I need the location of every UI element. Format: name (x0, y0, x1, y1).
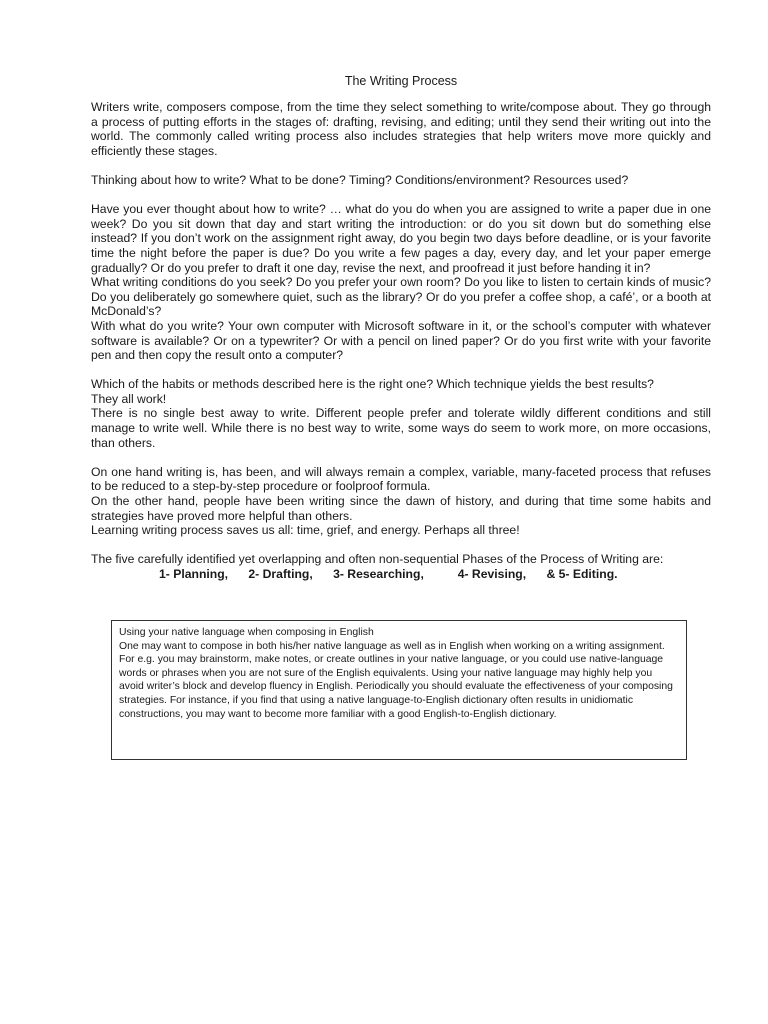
paragraph-intro: Writers write, composers compose, from the time they select something to write/compose about. They go through a process of putting efforts in the stages of: drafting, revising, and editing; until they send their writing out into the world. The commonly called writing process also includes strategies that help writers move more quickly and efficiently these stages. (91, 100, 711, 158)
paragraph-conditions: What writing conditions do you seek? Do you prefer your own room? Do you like to listen to certain kinds of music? Do you deliberately go somewhere quiet, such as the library? Or do you prefer a coffee shop, a café’, or a booth at McDonald’s? (91, 275, 711, 319)
phase-planning: 1- Planning, (159, 567, 229, 581)
paragraph-one-hand: On one hand writing is, has been, and will always remain a complex, variable, many-faceted process that refuses to be reduced to a step-by-step procedure or foolproof formula. (91, 464, 711, 494)
paragraph-which: Which of the habits or methods described here is the right one? Which technique yields the best results? (91, 377, 654, 392)
paragraph-phases-intro: The five carefully identified yet overlapping and often non-sequential Phases of the Process of Writing are: (91, 552, 664, 567)
spacer (91, 158, 711, 173)
phases-list (91, 567, 711, 582)
phase-editing: & 5- Editing. (546, 567, 618, 581)
paragraph-questions: Thinking about how to write? What to be done? Timing? Conditions/environment? Resources used? (91, 172, 629, 187)
spacer (91, 188, 711, 203)
phase-researching: 3- Researching, (333, 567, 424, 581)
document-title: The Writing Process (344, 74, 458, 88)
paragraph-tools: With what do you write? Your own computer with Microsoft software in it, or the school’s computer with whatever software is available? Or on a typewriter? Or with a pencil on lined paper? Or do you first write with your favorite pen and then copy the result onto a computer? (91, 318, 711, 363)
spacer (91, 363, 711, 378)
document-page (91, 72, 711, 582)
spacer (91, 538, 711, 553)
phase-revising: 4- Revising, (457, 567, 527, 581)
paragraph-learning: Learning writing process saves us all: time, grief, and energy. Perhaps all three! (91, 523, 520, 538)
phase-drafting: 2- Drafting, (248, 567, 313, 581)
paragraph-how: Have you ever thought about how to write? … what do you do when you are assigned to write a paper due in one week? Do you sit down that day and start writing the introduction: or do you sit down but do something else instead? If you don’t work on the assignment right away, do you begin two days before deadline, or is your favorite time the night before the paper is due? Do you write a few pages a day, every day, and let your paper emerge gradually? Or do you prefer to draft it one day, revise the next, and proofread it just before handing it in? (91, 202, 711, 275)
paragraph-no-single: There is no single best away to write. Different people prefer and tolerate wildly different conditions and still manage to write well. While there is no best way to write, some ways do seem to work more, on more occasions, than others. (91, 406, 711, 450)
native-language-note-box (111, 620, 687, 760)
spacer (91, 450, 711, 465)
paragraph-other-hand: On the other hand, people have been writing since the dawn of history, and during that time some habits and strategies have proved more helpful than others. (91, 494, 711, 523)
note-box-body: One may want to compose in both his/her native language as well as in English when working on a writing assignment. For e.g. you may brainstorm, make notes, or create outlines in your native language, or you could use native-language words or phrases when you are not sure of the English equivalents. Using your native language may highly help you avoid writer’s block and develop fluency in English. Periodically you should evaluate the effectiveness of your composing strategies. For instance, if you find that using a native language-to-English dictionary often results in unidiomatic constructions, you may want to become more familiar with a good English-to-English dictionary. (119, 640, 673, 720)
paragraph-all-work: They all work! (91, 391, 167, 406)
note-box-title: Using your native language when composing in English (119, 627, 374, 638)
